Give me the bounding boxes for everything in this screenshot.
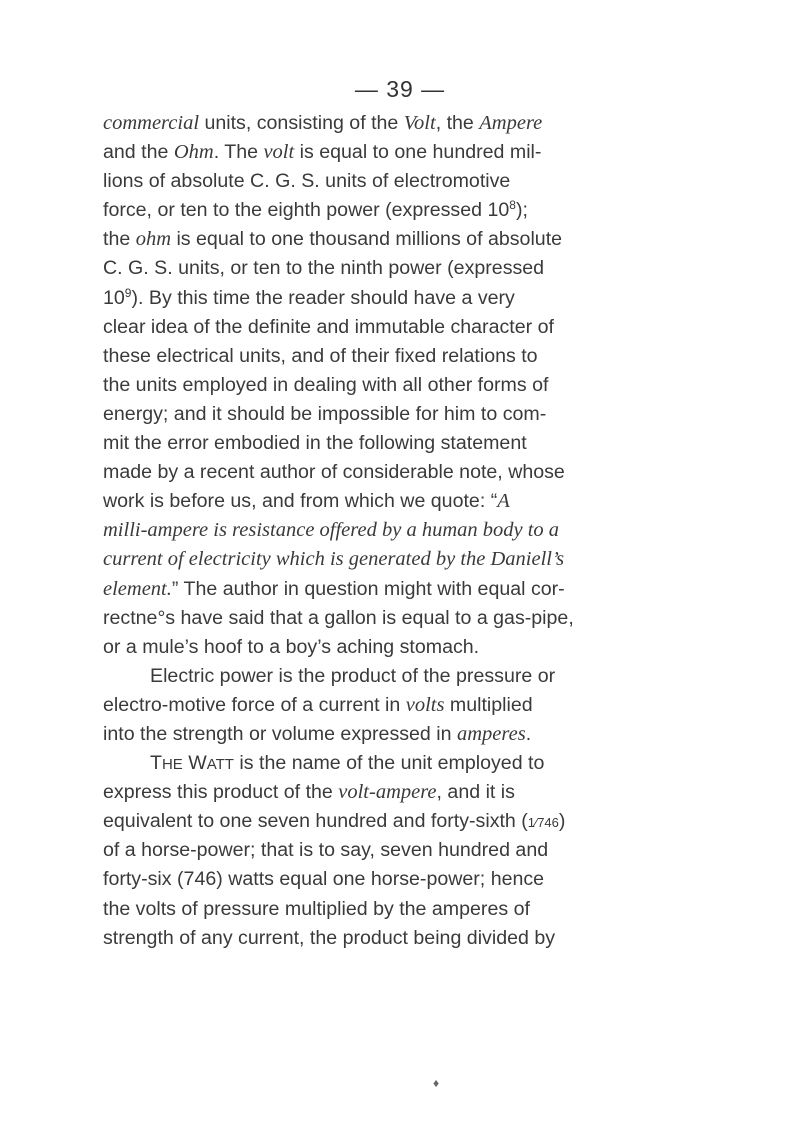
text-line: the ohm is equal to one thousand millions of absolute: [103, 228, 563, 251]
fraction: 1⁄746: [527, 815, 559, 831]
text-line: express this product of the volt-ampere, and it is: [103, 781, 515, 804]
printer-mark: ♦: [433, 1076, 440, 1090]
text-line: $10^9$). By this time the reader should have a very: [103, 285, 515, 309]
text-line: or a mule’s hoof to a boy’s aching stomach.: [103, 635, 480, 658]
text-line: C. G. S. units, or ten to the ninth power (expressed: [103, 257, 545, 280]
text-line: rectne°s have said that a gallon is equal to a gas-pipe,: [103, 606, 574, 629]
text-line: clear idea of the definite and immutable character of: [103, 315, 554, 338]
quote-line: milli-ampere is resistance offered by a human body to a: [103, 519, 560, 542]
text-line: of a horse-power; that is to say, seven hundred and: [103, 839, 549, 862]
text-line: the volts of pressure multiplied by the amperes of: [103, 897, 530, 920]
text-line: commercial units, consisting of the Volt, the Ampere: [103, 112, 543, 134]
page-number: — 39 —: [354, 76, 446, 102]
text-line: equivalent to one seven hundred and forty-sixth (1⁄746): [103, 810, 566, 833]
text-line: work is before us, and from which we quote: “A: [103, 490, 510, 513]
text-line: made by a recent author of considerable note, whose: [103, 461, 565, 484]
text-line: lions of absolute C. G. S. units of electromotive: [103, 170, 511, 193]
quote-line: current of electricity which is generated by the Daniell’s: [103, 548, 565, 571]
text-line: energy; and it should be impossible for him to com-: [103, 402, 547, 425]
text-line: mit the error embodied in the following statement: [103, 432, 527, 455]
text-line: forty-six (746) watts equal one horse-power; hence: [103, 868, 545, 891]
text-line: these electrical units, and of their fixed relations to: [103, 344, 538, 367]
text-line: electro-motive force of a current in volts multiplied: [103, 693, 533, 716]
paragraph-start: Electric power is the product of the pressure or: [150, 664, 556, 687]
paragraph-start: THE WATT is the name of the unit employed to: [150, 752, 545, 775]
text-line: element.” The author in question might with equal cor-: [103, 577, 565, 600]
body-text: [103, 109, 703, 953]
text-line: and the Ohm. The volt is equal to one hundred mil-: [103, 141, 542, 164]
text-line: force, or ten to the eighth power (expressed $10^8$);: [103, 198, 528, 222]
text-line: into the strength or volume expressed in amperes.: [103, 722, 532, 745]
text-line: the units employed in dealing with all other forms of: [103, 373, 549, 396]
text-line: strength of any current, the product being divided by: [103, 926, 556, 949]
